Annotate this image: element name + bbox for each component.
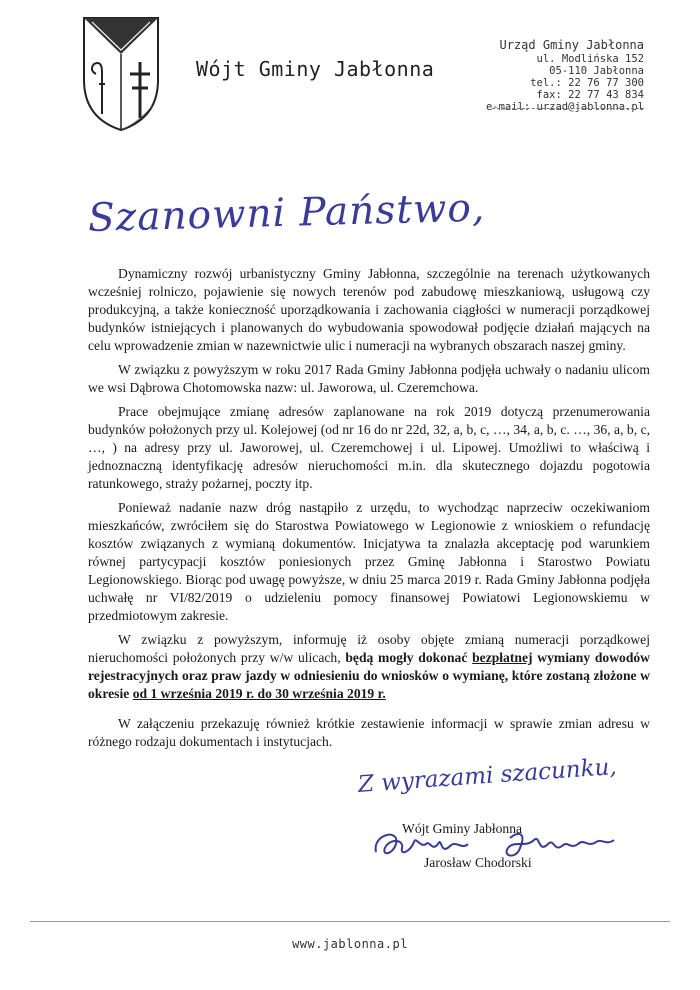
office-address-block — [486, 38, 644, 113]
paragraph-5 — [88, 631, 650, 703]
signatory-name: Jarosław Chodorski — [424, 855, 532, 870]
office-name: Urząd Gminy Jabłonna — [499, 38, 644, 52]
letter-body — [88, 265, 650, 757]
paragraph-6: W załączeniu przekazuję również krótkie zestawienie informacji w sprawie zmian adresu w różnego rodzaju dokumentach i instytucjach. — [88, 716, 650, 749]
paragraph-5-bold-1: będą mogły dokonać — [345, 650, 473, 665]
paragraph-3: Prace obejmujące zmianę adresów zaplanowane na rok 2019 dotyczą przenumerowania budynków położonych przy ul. Kolejowej (od nr 16 do nr 22d, 32, a, b, c, …, 34, a, b, c. …, 36, a, b, c, …, ) na adresy przy ul. Jaworowej, ul. Czeremchowej i ul. Lipowej. Umożliwi to właściwą i jednoznaczną identyfikację adresów nieruchomości m.in. dla skutecznego dojazdu pogotowia ratunkowego, straży pożarnej, poczty itp. — [88, 404, 650, 491]
paragraph-4: Ponieważ nadanie nazw dróg nastąpiło z urzędu, to wychodząc naprzeciw oczekiwaniom mieszkańców, zwróciłem się do Starostwa Powiatowego w Legionowie z wnioskiem o refundację kosztów związanych z wymianą dokumentów. Inicjatywa ta znalazła akceptację pod warunkiem równej partycypacji kosztów poniesionych przez Gminę Jabłonna i Starostwo Powiatu Legionowskiego. Biorąc pod uwagę powyższe, w dniu 25 marca 2019 r. Rada Gminy Jabłonna podjęła uchwałę nr VI/82/2019 o udzieleniu pomocy finansowej Powiatowi Legionowskiemu w przedmiotowym zakresie. — [88, 500, 650, 623]
office-postal-code: 05-110 Jabłonna — [549, 65, 644, 77]
signatory-role: Wójt Gminy Jabłonna — [402, 821, 523, 836]
office-phone: tel.: 22 76 77 300 — [530, 77, 644, 89]
paragraph-2: W związku z powyższym w roku 2017 Rada Gminy Jabłonna podjęła uchwały o nadaniu ulicom we wsi Dąbrowa Chotomowska nazw: ul. Jaworowa, ul. Czeremchowa. — [88, 362, 650, 395]
header-divider — [492, 108, 644, 109]
handwritten-salutation: Szanowni Państwo, — [87, 185, 486, 241]
footer-website: www.jablonna.pl — [292, 937, 408, 951]
office-fax: fax: 22 77 43 834 — [536, 89, 644, 101]
handwritten-closing: Z wyrazami szacunku, — [357, 753, 618, 798]
paragraph-5-intro: W związku z powyższym, informuję iż osoby objęte zmianą numeracji porządkowej nieruchomości położonych przy w/w ulicach, — [88, 632, 650, 665]
office-email: e-mail: urzad@jablonna.pl — [485, 101, 644, 113]
footer-divider — [30, 921, 670, 922]
paragraph-5-date-range: od 1 września 2019 r. do 30 września 2019 r. — [132, 686, 386, 701]
paragraph-1: Dynamiczny rozwój urbanistyczny Gminy Jabłonna, szczególnie na terenach użytkowanych wcześniej rolniczo, pojawienie się nowych terenów pod zabudowę mieszkaniową, usługową czy produkcyjną, a także konieczność uporządkowania i zachowania ciągłości w numeracji porządkowej budynków istniejących i planowanych do wybudowania spowodował podjęcie działań mających na celu wprowadzenie zmian w nazewnictwie ulic i numeracji na wybranych obszarach naszej gminy. — [88, 266, 650, 353]
header-title: Wójt Gminy Jabłonna — [196, 57, 435, 81]
office-street: ul. Modlińska 152 — [536, 53, 644, 65]
coat-of-arms-icon — [80, 14, 162, 134]
paragraph-5-bold-2: wymiany dowodów rejestracyjnych oraz praw jazdy w odniesieniu do wniosków o wymianę, które zostaną złożone w okresie — [88, 650, 650, 701]
paragraph-5-free-of-charge: bezpłatnej — [472, 650, 533, 665]
